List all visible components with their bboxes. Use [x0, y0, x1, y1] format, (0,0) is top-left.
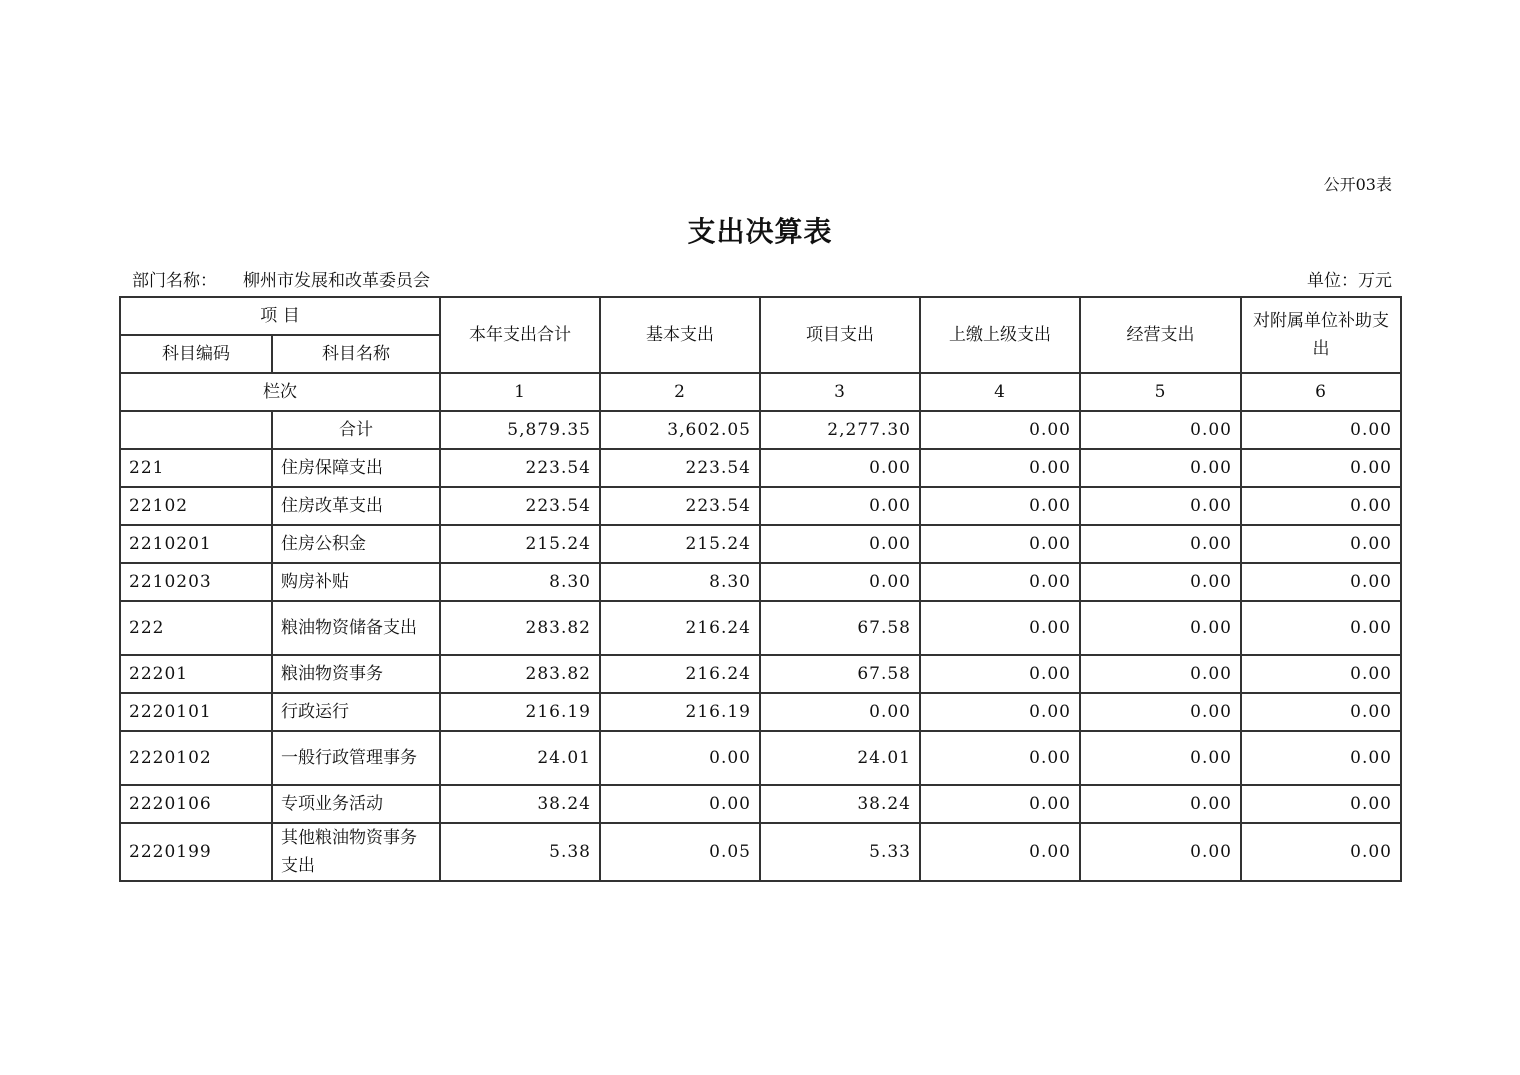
amount-cell: 0.00	[920, 655, 1080, 693]
table-row	[120, 525, 1401, 563]
subject-code: 22102	[120, 487, 272, 525]
amount-cell: 0.00	[1241, 655, 1401, 693]
amount-cell: 0.00	[920, 487, 1080, 525]
subject-code: 2220199	[120, 823, 272, 881]
subject-code: 2220101	[120, 693, 272, 731]
total-label: 合计	[272, 411, 440, 449]
table-row	[120, 655, 1401, 693]
table-row	[120, 563, 1401, 601]
form-code: 公开03表	[1323, 175, 1392, 194]
amount-cell: 0.00	[600, 785, 760, 823]
amount-cell: 0.00	[1080, 487, 1241, 525]
amount-cell: 0.00	[1080, 449, 1241, 487]
amount-cell: 215.24	[600, 525, 760, 563]
amount-cell: 0.00	[1080, 525, 1241, 563]
amount-cell: 5.33	[760, 823, 920, 881]
amount-cell: 215.24	[440, 525, 600, 563]
total-row	[120, 411, 1401, 449]
col-number: 3	[760, 373, 920, 411]
header-col-project: 项目支出	[760, 297, 920, 373]
amount-cell: 0.00	[1241, 693, 1401, 731]
amount-cell: 0.00	[920, 785, 1080, 823]
total-value: 0.00	[1241, 411, 1401, 449]
amount-cell: 0.00	[1080, 785, 1241, 823]
page-title: 支出决算表	[687, 215, 833, 248]
table-row	[120, 823, 1401, 881]
subject-code: 221	[120, 449, 272, 487]
amount-cell: 0.00	[1080, 731, 1241, 785]
subject-name: 行政运行	[272, 693, 440, 731]
amount-cell: 0.00	[920, 449, 1080, 487]
total-value: 5,879.35	[440, 411, 600, 449]
amount-cell: 5.38	[440, 823, 600, 881]
amount-cell: 216.24	[600, 601, 760, 655]
amount-cell: 0.00	[760, 487, 920, 525]
amount-cell: 0.00	[1241, 601, 1401, 655]
amount-cell: 0.00	[760, 693, 920, 731]
amount-cell: 38.24	[440, 785, 600, 823]
subject-name: 住房公积金	[272, 525, 440, 563]
unit-label: 单位：万元	[1307, 271, 1392, 291]
amount-cell: 283.82	[440, 655, 600, 693]
amount-cell: 24.01	[440, 731, 600, 785]
amount-cell: 223.54	[600, 487, 760, 525]
col-number: 5	[1080, 373, 1241, 411]
amount-cell: 0.05	[600, 823, 760, 881]
amount-cell: 283.82	[440, 601, 600, 655]
amount-cell: 0.00	[1241, 823, 1401, 881]
amount-cell: 0.00	[760, 563, 920, 601]
amount-cell: 216.19	[440, 693, 600, 731]
amount-cell: 0.00	[1080, 655, 1241, 693]
amount-cell: 0.00	[920, 823, 1080, 881]
amount-cell: 0.00	[920, 601, 1080, 655]
amount-cell: 0.00	[920, 731, 1080, 785]
amount-cell: 0.00	[1080, 823, 1241, 881]
amount-cell: 0.00	[760, 449, 920, 487]
amount-cell: 24.01	[760, 731, 920, 785]
subject-name: 一般行政管理事务	[272, 731, 440, 785]
subject-name: 其他粮油物资事务支出	[272, 823, 440, 881]
amount-cell: 0.00	[920, 693, 1080, 731]
subject-name: 粮油物资储备支出	[272, 601, 440, 655]
col-number: 6	[1241, 373, 1401, 411]
table-row	[120, 487, 1401, 525]
amount-cell: 8.30	[600, 563, 760, 601]
amount-cell: 223.54	[440, 449, 600, 487]
total-value: 2,277.30	[760, 411, 920, 449]
amount-cell: 0.00	[1241, 487, 1401, 525]
amount-cell: 223.54	[440, 487, 600, 525]
header-col-remit: 上缴上级支出	[920, 297, 1080, 373]
amount-cell: 67.58	[760, 655, 920, 693]
table-row	[120, 785, 1401, 823]
amount-cell: 8.30	[440, 563, 600, 601]
header-col-total: 本年支出合计	[440, 297, 600, 373]
amount-cell: 38.24	[760, 785, 920, 823]
header-col-operating: 经营支出	[1080, 297, 1241, 373]
amount-cell: 0.00	[1241, 449, 1401, 487]
subject-name: 住房保障支出	[272, 449, 440, 487]
total-value: 0.00	[920, 411, 1080, 449]
subject-code: 2210203	[120, 563, 272, 601]
header-row-1	[120, 297, 1401, 335]
col-number: 4	[920, 373, 1080, 411]
header-code: 科目编码	[120, 335, 272, 373]
subject-code: 2220106	[120, 785, 272, 823]
amount-cell: 0.00	[920, 525, 1080, 563]
subject-name: 购房补贴	[272, 563, 440, 601]
amount-cell: 0.00	[1080, 693, 1241, 731]
header-col-subsidy: 对附属单位补助支出	[1241, 297, 1401, 373]
table-row	[120, 601, 1401, 655]
subject-code: 222	[120, 601, 272, 655]
amount-cell: 0.00	[600, 731, 760, 785]
amount-cell: 67.58	[760, 601, 920, 655]
total-value: 3,602.05	[600, 411, 760, 449]
department-line	[132, 266, 430, 291]
table-row	[120, 693, 1401, 731]
column-number-row	[120, 373, 1401, 411]
subject-code: 22201	[120, 655, 272, 693]
amount-cell: 0.00	[920, 563, 1080, 601]
amount-cell: 0.00	[760, 525, 920, 563]
table-row	[120, 731, 1401, 785]
amount-cell: 223.54	[600, 449, 760, 487]
subject-name: 粮油物资事务	[272, 655, 440, 693]
amount-cell: 0.00	[1080, 563, 1241, 601]
subject-code: 2220102	[120, 731, 272, 785]
amount-cell: 0.00	[1080, 601, 1241, 655]
lanci-label: 栏次	[120, 373, 440, 411]
amount-cell: 216.24	[600, 655, 760, 693]
amount-cell: 0.00	[1241, 563, 1401, 601]
subject-name: 住房改革支出	[272, 487, 440, 525]
expenditure-table	[119, 296, 1402, 882]
amount-cell: 0.00	[1241, 785, 1401, 823]
total-code-cell	[120, 411, 272, 449]
amount-cell: 216.19	[600, 693, 760, 731]
header-item: 项 目	[120, 297, 440, 335]
header-name: 科目名称	[272, 335, 440, 373]
department-name: 柳州市发展和改革委员会	[243, 271, 430, 291]
amount-cell: 0.00	[1241, 731, 1401, 785]
department-label: 部门名称：	[132, 271, 217, 291]
amount-cell: 0.00	[1241, 525, 1401, 563]
header-col-basic: 基本支出	[600, 297, 760, 373]
subject-name: 专项业务活动	[272, 785, 440, 823]
total-value: 0.00	[1080, 411, 1241, 449]
table-row	[120, 449, 1401, 487]
col-number: 1	[440, 373, 600, 411]
col-number: 2	[600, 373, 760, 411]
subject-code: 2210201	[120, 525, 272, 563]
